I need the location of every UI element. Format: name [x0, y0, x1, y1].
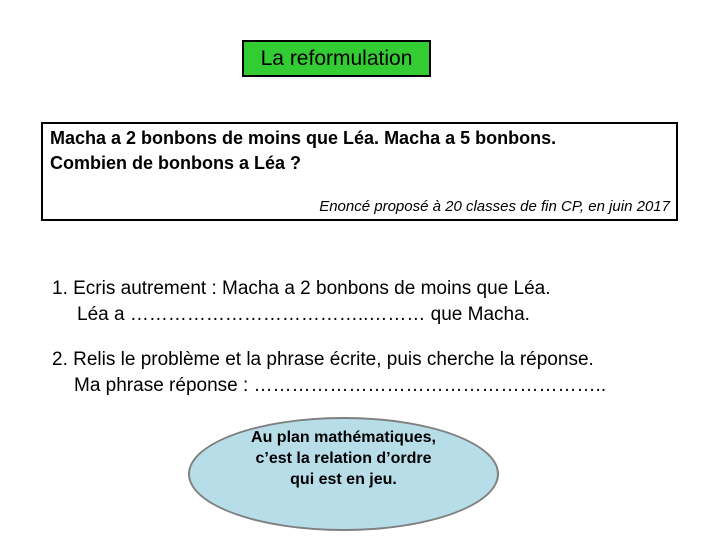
question-2-answer-line: Ma phrase réponse : ……………………………………………….. — [74, 375, 607, 396]
question-2-instruction: 2. Relis le problème et la phrase écrite, puis cherche la réponse. — [52, 349, 594, 370]
note-line-2: c’est la relation d’ordre — [255, 450, 432, 467]
note-line-3: qui est en jeu. — [290, 471, 397, 488]
problem-statement-box — [41, 122, 678, 221]
problem-source: Enoncé proposé à 20 classes de fin CP, en juin 2017 — [319, 198, 670, 215]
problem-line-1: Macha a 2 bonbons de moins que Léa. Macha a 5 bonbons. — [50, 128, 557, 148]
problem-line-2: Combien de bonbons a Léa ? — [50, 153, 302, 173]
slide-title: La reformulation — [242, 40, 431, 77]
question-1-fill-line: Léa a ………………………………..……… que Macha. — [77, 304, 530, 325]
note-line-1: Au plan mathématiques, — [251, 429, 436, 446]
note-ellipse — [188, 417, 499, 531]
question-1-instruction: 1. Ecris autrement : Macha a 2 bonbons de moins que Léa. — [52, 278, 551, 299]
